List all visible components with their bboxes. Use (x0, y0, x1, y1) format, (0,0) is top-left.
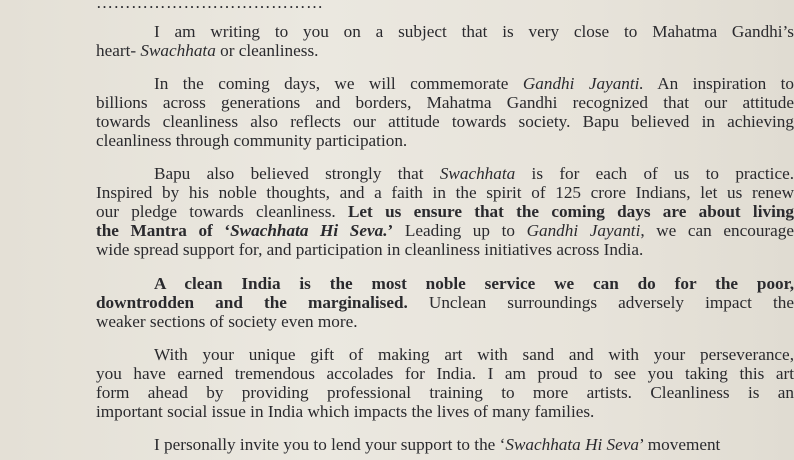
text-run: important social issue in India which impacts the lives of many families. (96, 402, 595, 421)
text-line (96, 112, 794, 131)
text-line (154, 274, 794, 293)
text-line (154, 435, 794, 454)
text-line (96, 402, 794, 421)
text-run: Leading up to (393, 221, 527, 240)
text-run: Swachhata Hi Seva (505, 435, 640, 454)
text-run: Unclean surroundings adversely impact the (407, 293, 794, 312)
text-line (96, 202, 794, 221)
text-line (96, 93, 794, 112)
text-run: ’ (387, 221, 394, 240)
text-run: or cleanliness. (215, 41, 319, 60)
text-line (96, 221, 794, 240)
text-run: billions across generations and borders, Mahatma Gandhi recognized that our attitude (96, 93, 794, 112)
text-run: Swachhata (140, 41, 216, 60)
text-run: heart- (96, 41, 141, 60)
paragraph-5 (96, 345, 794, 421)
text-run: Bapu also believed strongly that (154, 164, 440, 183)
text-run: In the coming days, we will commemorate (154, 74, 523, 93)
text-run: weaker sections of society even more. (96, 312, 358, 331)
cut-off-salutation: ………………………………… (96, 0, 324, 12)
text-line (96, 293, 794, 312)
text-run: is for each of us to practice. (515, 164, 794, 183)
text-run: downtrodden and the marginalised. (96, 293, 408, 312)
text-run: Inspired by his noble thoughts, and a faith in the spirit of 125 crore Indians, let us renew (96, 183, 794, 202)
text-run: Let us ensure that the coming days are about living (347, 202, 794, 221)
text-run: form ahead by providing professional training to more artists. Cleanliness is an (96, 383, 794, 402)
text-run: With your unique gift of making art with sand and with your perseverance, (154, 345, 794, 364)
text-line (154, 164, 794, 183)
text-line (154, 22, 794, 41)
paragraph-1 (96, 22, 794, 60)
text-run: towards cleanliness also reflects our attitude towards society. Bapu believed in achieving (96, 112, 794, 131)
text-line (96, 364, 794, 383)
text-line (96, 41, 794, 60)
text-line (96, 131, 794, 150)
paragraph-3 (96, 164, 794, 259)
text-line (96, 183, 794, 202)
text-run: I am writing to you on a subject that is very close to Mahatma Gandhi’s (154, 22, 794, 41)
text-run: our pledge towards cleanliness. (96, 202, 348, 221)
text-run: An inspiration to (643, 74, 794, 93)
text-line (96, 312, 794, 331)
text-run: Gandhi Jayanti (526, 221, 641, 240)
text-run: I personally invite you to lend your support to the ‘ (154, 435, 506, 454)
text-run: , we can encourage (640, 221, 794, 240)
text-run: the Mantra of ‘ (96, 221, 231, 240)
text-line (96, 383, 794, 402)
text-run: Swachhata Hi Seva. (230, 221, 388, 240)
text-run: ’ movement (639, 435, 721, 454)
paragraph-6 (96, 435, 794, 454)
text-line (154, 345, 794, 364)
paragraph-2 (96, 74, 794, 150)
text-run: Swachhata (439, 164, 516, 183)
text-run: A clean India is the most noble service we can do for the poor, (154, 274, 794, 293)
text-line (154, 74, 794, 93)
text-run: you have earned tremendous accolades for India. I am proud to see you taking this art (96, 364, 794, 383)
text-run: Gandhi Jayanti. (522, 74, 644, 93)
text-line (96, 240, 794, 259)
paragraph-4 (96, 274, 794, 331)
text-run: wide spread support for, and participation in cleanliness initiatives across India. (96, 240, 644, 259)
text-run: cleanliness through community participation. (96, 131, 408, 150)
